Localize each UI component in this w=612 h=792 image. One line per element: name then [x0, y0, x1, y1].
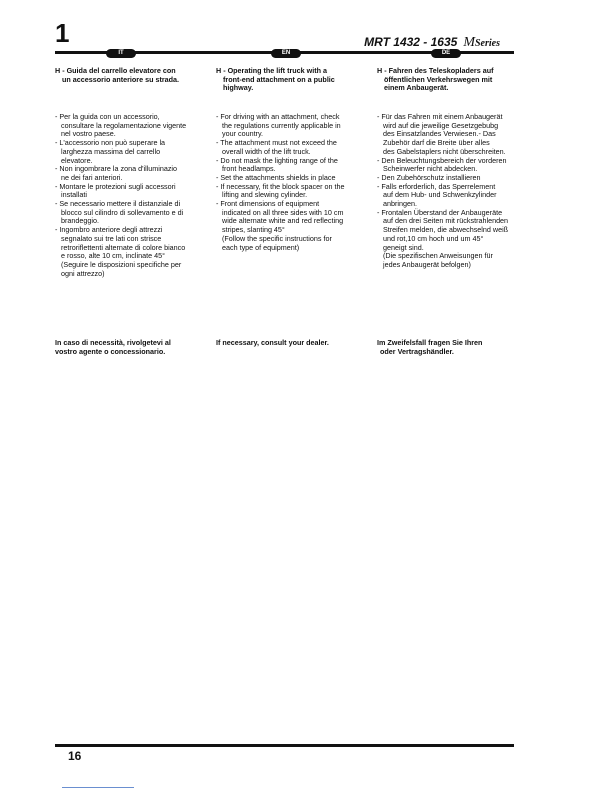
list-item	[216, 157, 358, 174]
series-m: M	[463, 35, 475, 50]
heading-line: un accessorio anteriore su strada.	[62, 74, 180, 84]
heading-line: H - Fahren des Teleskopladers auf	[377, 66, 494, 75]
lang-tab-en: EN	[271, 49, 301, 58]
heading-line: H - Guida del carrello elevatore con	[55, 66, 176, 75]
bullet-line: the regulations currently applicable in	[222, 120, 341, 130]
bullet-line: auf den drei Seiten mit rückstrahlenden	[383, 216, 509, 226]
bullet-line: segnalato sui tre lati con strisce	[61, 233, 162, 243]
heading-line: H - Operating the lift truck with a	[216, 66, 328, 75]
list-item	[55, 113, 197, 139]
series-rest: Series	[475, 38, 500, 49]
bullet-line: front headlamps.	[222, 164, 276, 174]
list-item	[216, 113, 358, 139]
bullet-line: - Den Zubehörschutz installieren	[377, 172, 481, 182]
bullet-line: und rot,10 cm hoch und um 45°	[383, 233, 484, 243]
bullet-line: geneigt sind.	[383, 242, 424, 252]
bullet-line: des Einsatzlandes Verwiesen.- Das	[383, 129, 496, 139]
bullet-line: e rosso, alte 10 cm, inclinate 45°	[61, 251, 165, 261]
section-number: 1	[55, 18, 70, 48]
bullet-line: wide alternate white and red reflecting	[222, 216, 344, 226]
list-item	[216, 139, 358, 156]
list-item	[55, 139, 197, 165]
bullet-line: - For driving with an attachment, check	[216, 112, 340, 121]
bullet-line: - Non ingombrare la zona d'illuminazio	[55, 164, 178, 174]
bullet-list	[55, 113, 197, 278]
bullet-line: your country.	[222, 129, 264, 139]
bullet-line: ne dei fari anteriori.	[61, 172, 123, 182]
bullet-line: indicated on all three sides with 10 cm	[222, 207, 344, 217]
list-item	[216, 183, 358, 200]
model-title	[364, 35, 500, 51]
bullet-line: elevatore.	[61, 155, 93, 165]
bullet-line: - Montare le protezioni sugli accessori	[55, 181, 176, 191]
list-item	[377, 183, 519, 209]
bullet-line: Streifen melden, die abwechselnd weiß	[383, 225, 509, 235]
footer-rule	[55, 744, 514, 747]
bullet-line: nel vostro paese.	[61, 129, 116, 139]
closing-note	[377, 339, 527, 356]
bullet-line: - Per la guida con un accessorio,	[55, 112, 160, 121]
bullet-line: brandeggio.	[61, 216, 99, 226]
bullet-line: each type of equipment)	[222, 242, 300, 252]
column-heading	[55, 67, 197, 84]
bullet-line: - L'accessorio non può superare la	[55, 138, 166, 148]
bullet-line: wird auf die jeweilige Gesetzgebubg	[383, 120, 499, 130]
bullet-line: (Seguire le disposizioni specifiche per	[61, 259, 182, 269]
list-item	[377, 157, 519, 174]
bullet-line: - Frontalen Überstand der Anbaugeräte	[377, 207, 503, 217]
lang-tab-it: IT	[106, 49, 136, 58]
bullet-line: anbringen.	[383, 199, 417, 209]
closing-line: Im Zweifelsfall fragen Sie Ihren	[377, 338, 483, 347]
bullet-line: jedes Anbaugerät befolgen)	[383, 259, 471, 269]
bullet-line: - Ingombro anteriore degli attrezzi	[55, 225, 163, 235]
bullet-list	[377, 113, 519, 270]
bullet-line: Zubehör darf die Breite über alles	[383, 138, 490, 148]
heading-line: highway.	[223, 83, 254, 93]
page-number: 16	[68, 749, 82, 763]
bullet-line: larghezza massima del carrello	[61, 146, 161, 156]
bullet-line: - Für das Fahren mit einem Anbaugerät	[377, 112, 503, 121]
list-item	[55, 165, 197, 182]
column-it	[55, 66, 197, 356]
heading-line: front-end attachment on a public	[223, 74, 335, 84]
column-heading	[216, 67, 358, 93]
bullet-line: Scheinwerfer nicht abdecken.	[383, 164, 478, 174]
bullet-line: (Follow the specific instructions for	[222, 233, 332, 243]
column-de	[377, 66, 519, 356]
bullet-line: lifting and slewing cylinder.	[222, 190, 308, 200]
model-name: MRT 1432 - 1635	[364, 35, 458, 49]
bullet-line: stripes, slanting 45°	[222, 225, 285, 235]
bullet-line: auf dem Hub- und Schwenkzylinder	[383, 190, 497, 200]
bullet-line: (Die spezifischen Anweisungen für	[383, 251, 493, 261]
bullet-line: installati	[61, 190, 87, 200]
bullet-line: - Den Beleuchtungsbereich der vorderen	[377, 155, 507, 165]
bullet-line: - Se necessario mettere il distanziale di	[55, 199, 181, 209]
list-item	[55, 183, 197, 200]
closing-note	[216, 339, 366, 348]
closing-line: vostro agente o concessionario.	[55, 346, 166, 356]
closing-line: oder Vertragshändler.	[380, 346, 454, 356]
heading-line: öffentlichen Verkehrswegen mit	[384, 74, 493, 84]
bullet-line: consultare la regolamentazione vigente	[61, 120, 187, 130]
bullet-line: ogni attrezzo)	[61, 268, 105, 278]
column-heading	[377, 67, 519, 93]
lang-tab-de: DE	[431, 49, 461, 58]
list-item	[377, 113, 519, 157]
bullet-list	[216, 113, 358, 252]
list-item	[377, 209, 519, 270]
bullet-line: - If necessary, fit the block spacer on the	[216, 181, 345, 191]
closing-line: In caso di necessità, rivolgetevi al	[55, 338, 171, 347]
bullet-line: - Falls erforderlich, das Sperrelement	[377, 181, 496, 191]
footer-divider	[62, 787, 134, 788]
closing-note	[55, 339, 205, 356]
bullet-line: - Do not mask the lighting range of the	[216, 155, 338, 165]
bullet-line: - Front dimensions of equipment	[216, 199, 320, 209]
heading-line: einem Anbaugerät.	[384, 83, 449, 93]
bullet-line: - Set the attachments shields in place	[216, 172, 336, 182]
bullet-line: blocco sul cilindro di sollevamento e di	[61, 207, 184, 217]
bullet-line: retroriflettenti alternate di colore bianco	[61, 242, 186, 252]
bullet-line: des Gabelstaplers nicht überschreiten.	[383, 146, 506, 156]
bullet-line: overall width of the lift truck.	[222, 146, 311, 156]
closing-line: If necessary, consult your dealer.	[216, 338, 329, 347]
bullet-line: - The attachment must not exceed the	[216, 138, 337, 148]
column-en	[216, 66, 358, 347]
list-item	[216, 200, 358, 252]
list-item	[55, 226, 197, 278]
list-item	[55, 200, 197, 226]
